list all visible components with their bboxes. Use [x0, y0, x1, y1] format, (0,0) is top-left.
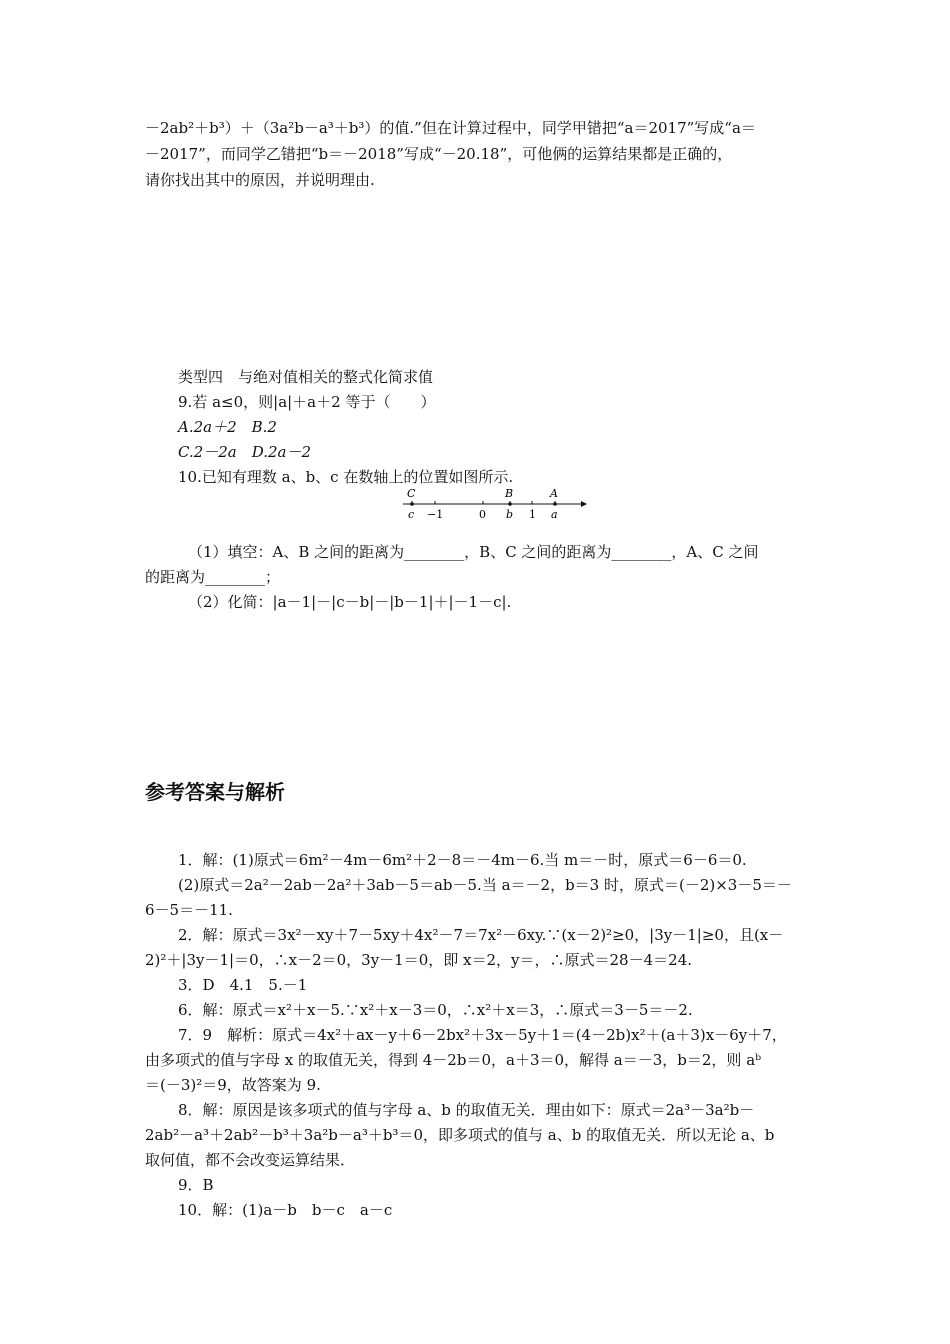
answer-8-line3: 取何值，都不会改变运算结果．	[145, 1151, 356, 1169]
answer-10: 10．解：(1)a－b b－c a－c	[178, 1201, 393, 1219]
tick-label-a: a	[551, 508, 558, 521]
axis-arrow-icon	[581, 501, 587, 507]
q9-stem: 9.若 a≤0，则|a|＋a＋2 等于（ ）	[178, 393, 436, 411]
answer-1-line2: (2)原式＝2a²－2ab－2a²＋3ab－5＝ab－5.当 a＝－2，b＝3 时，原式＝(－2)×3－5＝－	[178, 876, 792, 894]
q10-part1-line2: 的距离为________；	[145, 568, 281, 586]
number-line-figure	[395, 484, 590, 524]
q10-part2: （2）化简：|a－1|－|c－b|－|b－1|＋|－1－c|.	[188, 593, 512, 611]
answer-7-line3: ＝(－3)²＝9，故答案为 9.	[145, 1076, 321, 1094]
tick-label-b: b	[506, 508, 514, 521]
type4-heading: 类型四 与绝对值相关的整式化简求值	[178, 368, 434, 386]
q8-text-line3: 请你找出其中的原因，并说明理由.	[145, 171, 375, 189]
answer-7-line1: 7．9 解析：原式＝4x²＋ax－y＋6－2bx²＋3x－5y＋1＝(4－2b)x²＋(a＋3)x－6y＋7，	[178, 1026, 787, 1044]
answer-8-line2: 2ab²－a³＋2ab²－b³＋3a²b－a³＋b³＝0，即多项式的值与 a、b 的取值无关．所以无论 a、b	[145, 1126, 775, 1144]
answer-2-line2: 2)²＋|3y－1|＝0，∴x－2＝0，3y－1＝0，即 x＝2，y＝，∴原式＝28－4＝24.	[145, 951, 693, 969]
answer-7-line2: 由多项式的值与字母 x 的取值无关，得到 4－2b＝0，a＋3＝0，解得 a＝－3，b＝2，则 aᵇ	[145, 1051, 762, 1069]
answer-1-line1: 1．解：(1)原式＝6m²－4m－6m²＋2－8＝－4m－6.当 m＝－时，原式＝6－6＝0.	[178, 851, 747, 869]
q10-part1-line1: （1）填空：A、B 之间的距离为________，B、C 之间的距离为________，A、C 之间	[188, 543, 759, 561]
answer-9: 9．B	[178, 1176, 214, 1194]
q9-options-ab: A.2a＋2 B.2	[178, 418, 277, 436]
point-c-dot	[410, 502, 414, 506]
answer-8-line1: 8．解：原因是该多项式的值与字母 a、b 的取值无关．理由如下：原式＝2a³－3a²b－	[178, 1101, 755, 1119]
q8-text-line2: －2017”，而同学乙错把“b＝－2018”写成“－20.18”，可他俩的运算结果都是正确的，	[145, 145, 733, 163]
tick-label-1: 1	[529, 508, 536, 521]
q8-text-line1: －2ab²＋b³）＋（3a²b－a³＋b³）的值.”但在计算过程中，同学甲错把“a＝2017”写成“a＝	[145, 119, 756, 137]
label-B: B	[505, 487, 514, 500]
answer-6: 6．解：原式＝x²＋x－5.∵x²＋x－3＝0，∴x²＋x＝3，∴原式＝3－5＝－2.	[178, 1001, 693, 1019]
tick-label-neg1: −1	[427, 508, 444, 521]
tick-label-0: 0	[479, 508, 486, 521]
point-b-dot	[508, 502, 512, 506]
tick-label-c: c	[408, 508, 415, 521]
answers-title: 参考答案与解析	[145, 780, 285, 804]
point-a-dot	[553, 502, 557, 506]
answer-1-line3: 6－5＝－11.	[145, 901, 233, 919]
label-A: A	[550, 487, 558, 500]
answer-3-5: 3．D 4.1 5.－1	[178, 976, 308, 994]
q9-options-cd: C.2－2a D.2a－2	[178, 443, 312, 461]
label-C: C	[407, 487, 416, 500]
q10-stem: 10.已知有理数 a、b、c 在数轴上的位置如图所示.	[178, 468, 514, 486]
answer-2-line1: 2．解：原式＝3x²－xy＋7－5xy＋4x²－7＝7x²－6xy.∵(x－2)²≥0，|3y－1|≥0，且(x－	[178, 926, 784, 944]
